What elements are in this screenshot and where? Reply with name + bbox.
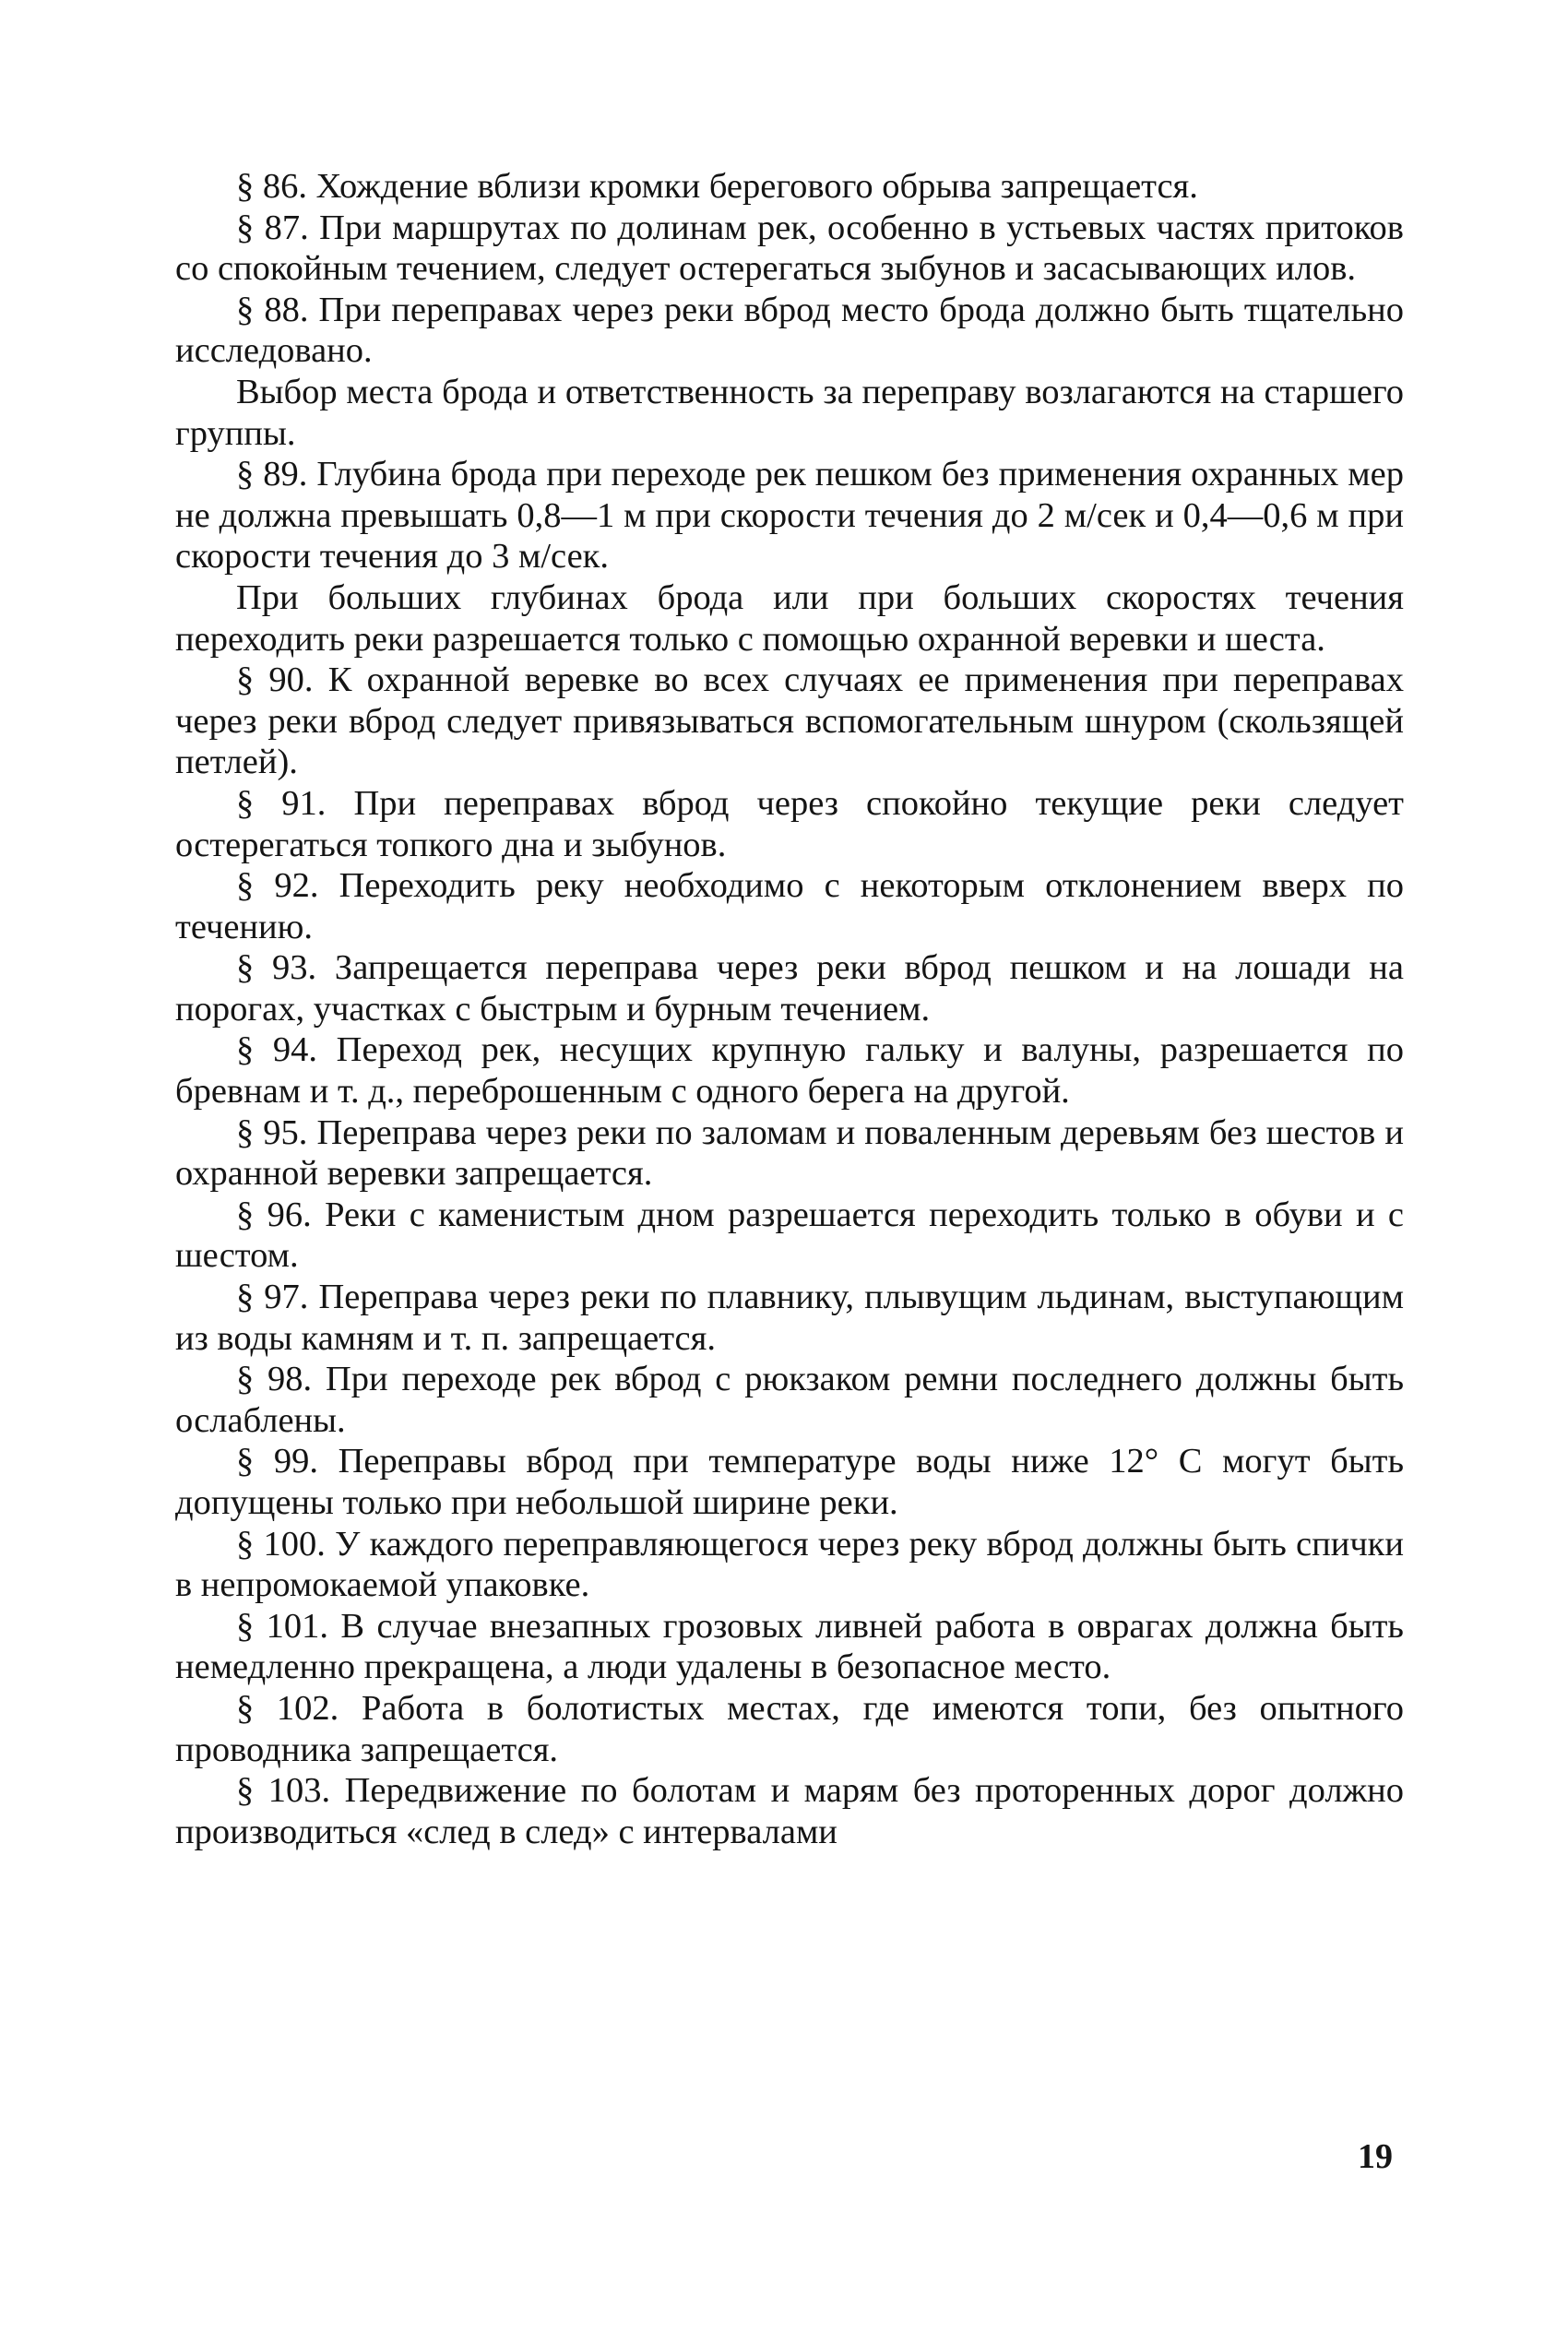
paragraph-96: § 96. Реки с каменистым дном разрешается переходить только в обуви и с шестом. <box>175 1195 1404 1276</box>
paragraph-94: § 94. Переход рек, несущих крупную гальку и валуны, разрешается по бревнам и т. д., переброшенным с одного берега на другой. <box>175 1030 1404 1112</box>
paragraph-100: § 100. У каждого переправляющегося через реку вброд должны быть спички в непромокаемой упаковке. <box>175 1524 1404 1605</box>
paragraph-95: § 95. Переправа через реки по заломам и поваленным деревьям без шестов и охранной веревки запрещается. <box>175 1112 1404 1194</box>
paragraph-102: § 102. Работа в болотистых местах, где имеются топи, без опытного проводника запрещается. <box>175 1688 1404 1769</box>
paragraph-92: § 92. Переходить реку необходимо с некоторым отклонением вверх по течению. <box>175 866 1404 946</box>
paragraph-88: § 88. При переправах через реки вброд место брода должно быть тщательно исследовано. <box>175 290 1404 371</box>
paragraph-91: § 91. При переправах вброд через спокойно текущие реки следует остерегаться топкого дна и зыбунов. <box>175 783 1404 864</box>
paragraph-87: § 87. При маршрутах по долинам рек, особенно в устьевых частях притоков со спокойным течением, следует остерегаться зыбунов и засасывающих илов. <box>175 208 1404 289</box>
paragraph-93: § 93. Запрещается переправа через реки вброд пешком и на лошади на порогах, участках с быстрым и бурным течением. <box>175 948 1404 1029</box>
body-text <box>175 166 1404 1852</box>
paragraph-90: § 90. К охранной веревке во всех случаях ее применения при переправах через реки вброд следует привязываться вспомогательным шнуром (скользящей петлей). <box>175 660 1404 782</box>
paragraph-99: § 99. Переправы вброд при температуре воды ниже 12° С могут быть допущены только при небольшой ширине реки. <box>175 1442 1404 1522</box>
paragraph-86: § 86. Хождение вблизи кромки берегового обрыва запрещается. <box>236 167 1198 206</box>
paragraph-98: § 98. При переходе рек вброд с рюкзаком ремни последнего должны быть ослаблены. <box>175 1360 1404 1440</box>
paragraph-88-continued: Выбор места брода и ответственность за переправу возлагаются на старшего группы. <box>175 372 1404 453</box>
paragraph-101: § 101. В случае внезапных грозовых ливней работа в оврагах должна быть немедленно прекращена, а люди удалены в безопасное место. <box>175 1606 1404 1687</box>
paragraph-97: § 97. Переправа через реки по плавнику, плывущим льдинам, выступающим из воды камням и т. п. запрещается. <box>175 1278 1404 1358</box>
paragraph-103: § 103. Передвижение по болотам и марям без проторенных дорог должно производиться «след в след» с интервалами <box>175 1771 1404 1851</box>
page-number: 19 <box>1358 2137 1393 2176</box>
paragraph-89-continued: При больших глубинах брода или при больших скоростях течения переходить реки разрешается только с помощью охранной веревки и шеста. <box>175 577 1404 659</box>
paragraph-89: § 89. Глубина брода при переходе рек пешком без применения охранных мер не должна превышать 0,8—1 м при скорости течения до 2 м/сек и 0,4—0,6 м при скорости течения до 3 м/сек. <box>175 455 1404 577</box>
